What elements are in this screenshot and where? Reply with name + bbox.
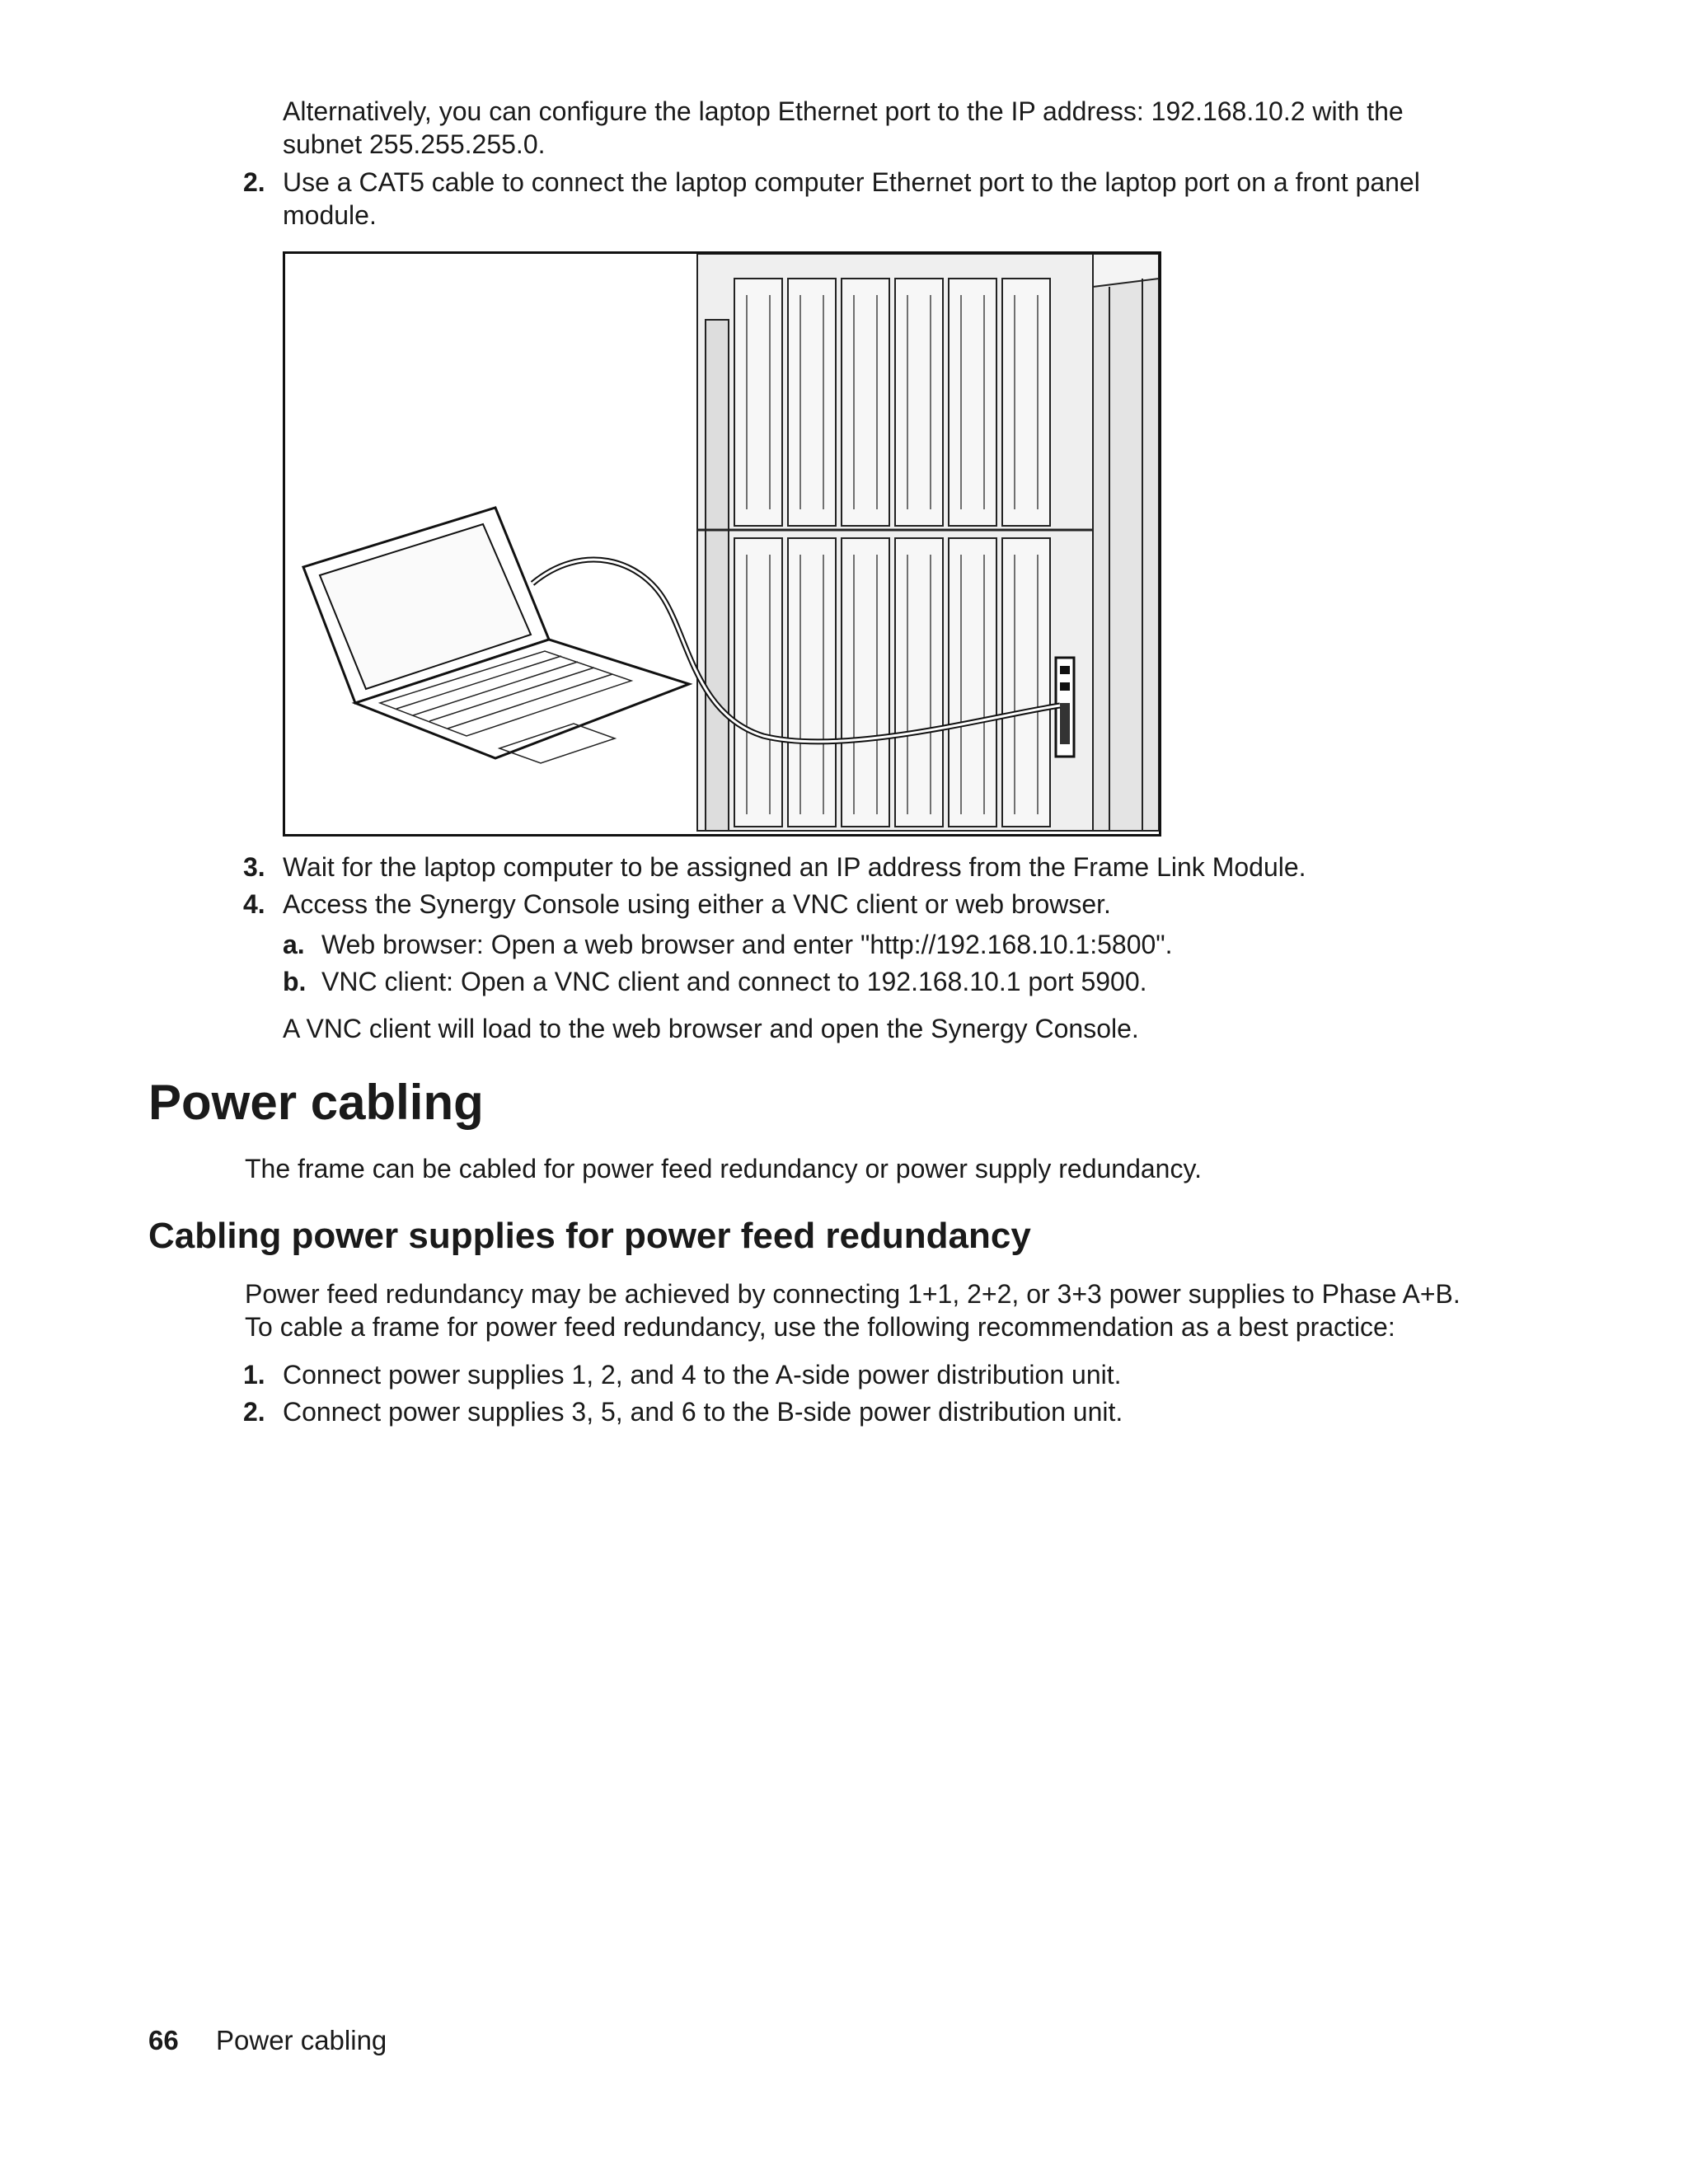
substep-a-text: Web browser: Open a web browser and enter "http://192.168.10.1:5800". bbox=[321, 930, 1173, 959]
step-2-line-2: module. bbox=[283, 200, 377, 230]
step-3-text: Wait for the laptop computer to be assigned an IP address from the Frame Link Module. bbox=[283, 852, 1306, 882]
psu-step-2-number: 2. bbox=[243, 1397, 265, 1427]
subsection-line-2: To cable a frame for power feed redundancy, use the following recommendation as a best practice: bbox=[245, 1312, 1395, 1342]
section-title: Power cabling bbox=[148, 1075, 484, 1130]
psu-step-2-text: Connect power supplies 3, 5, and 6 to the B-side power distribution unit. bbox=[283, 1397, 1123, 1427]
intro-line-1: Alternatively, you can configure the laptop Ethernet port to the IP address: 192.168.10.2 with the bbox=[283, 96, 1404, 126]
step-4-text: Access the Synergy Console using either a VNC client or web browser. bbox=[283, 889, 1111, 919]
vnc-note: A VNC client will load to the web browser and open the Synergy Console. bbox=[283, 1014, 1139, 1043]
laptop-connection-figure bbox=[283, 251, 1161, 837]
step-2-number: 2. bbox=[243, 167, 265, 197]
laptop-frame-illustration bbox=[285, 254, 1159, 834]
psu-step-1-number: 1. bbox=[243, 1360, 265, 1390]
subsection-line-1: Power feed redundancy may be achieved by connecting 1+1, 2+2, or 3+3 power supplies to Phase A+B. bbox=[245, 1279, 1461, 1309]
section-intro: The frame can be cabled for power feed redundancy or power supply redundancy. bbox=[245, 1154, 1202, 1183]
step-3-number: 3. bbox=[243, 852, 265, 882]
footer-section-name: Power cabling bbox=[216, 2025, 387, 2055]
substep-a-letter: a. bbox=[283, 930, 305, 959]
intro-line-2: subnet 255.255.255.0. bbox=[283, 129, 546, 159]
step-2-line-1: Use a CAT5 cable to connect the laptop computer Ethernet port to the laptop port on a front panel bbox=[283, 167, 1420, 197]
psu-step-1-text: Connect power supplies 1, 2, and 4 to the A-side power distribution unit. bbox=[283, 1360, 1122, 1390]
subsection-title: Cabling power supplies for power feed redundancy bbox=[148, 1216, 1031, 1256]
substep-b-letter: b. bbox=[283, 967, 307, 996]
step-4-number: 4. bbox=[243, 889, 265, 919]
substep-b-text: VNC client: Open a VNC client and connect to 192.168.10.1 port 5900. bbox=[321, 967, 1147, 996]
page-number: 66 bbox=[148, 2025, 179, 2055]
